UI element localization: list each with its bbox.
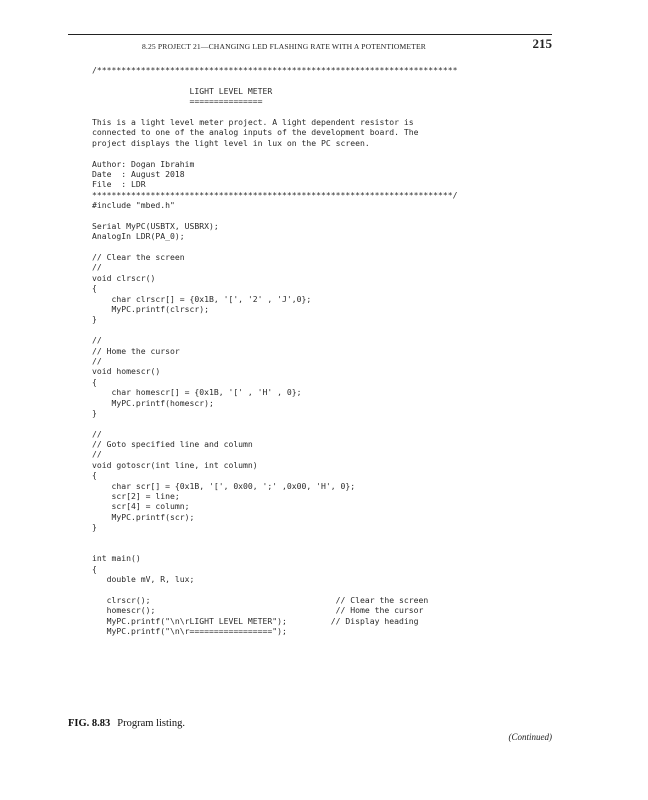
figure-caption-text: Program listing. (117, 718, 185, 729)
code-line: Serial MyPC(USBTX, USBRX); (92, 220, 219, 231)
code-line: { (92, 563, 97, 574)
code-line: char clrscr[] = {0x1B, '[', '2' , 'J',0}; (92, 293, 312, 304)
code-line: Date : August 2018 (92, 168, 185, 179)
code-line: AnalogIn LDR(PA_0); (92, 231, 185, 242)
code-line (92, 325, 552, 335)
code-line: Author: Dogan Ibrahim (92, 158, 195, 169)
code-line: // Home the cursor (92, 345, 180, 356)
code-line: // (92, 262, 102, 273)
page-number: 215 (532, 36, 552, 51)
code-line: double mV, R, lux; (92, 574, 195, 585)
code-line: scr[4] = column; (92, 501, 190, 512)
code-line: // Clear the screen (92, 252, 185, 263)
code-line: } (92, 522, 97, 533)
code-line: } (92, 314, 97, 325)
code-line: MyPC.printf(scr); (92, 511, 195, 522)
code-line (92, 107, 552, 117)
code-line (92, 210, 552, 220)
code-line (92, 418, 552, 428)
code-line: File : LDR (92, 179, 146, 190)
code-line: MyPC.printf(clrscr); (92, 303, 209, 314)
code-line: MyPC.printf(homescr); (92, 397, 214, 408)
figure-caption (68, 718, 185, 729)
code-line: This is a light level meter project. A light dependent resistor is (92, 116, 414, 127)
code-line: /************************************************************************** (92, 65, 458, 75)
code-line: { (92, 283, 97, 294)
code-line: char homescr[] = {0x1B, '[' , 'H' , 0}; (92, 387, 302, 398)
code-line (92, 543, 552, 553)
code-line: **************************************************************************/ (92, 189, 458, 200)
header-rule (68, 34, 552, 35)
code-line (92, 242, 552, 252)
code-line: // Goto specified line and column (92, 439, 253, 450)
code-line: // (92, 449, 102, 460)
code-line: } (92, 407, 97, 418)
code-line: LIGHT LEVEL METER (92, 85, 273, 96)
code-line: { (92, 376, 97, 387)
code-line (92, 148, 552, 158)
program-listing (92, 65, 552, 636)
code-line: #include "mbed.h" (92, 200, 175, 211)
code-line (92, 75, 552, 85)
code-line: clrscr(); // Clear the screen (92, 594, 429, 605)
code-line (92, 533, 552, 543)
code-line: MyPC.printf("\n\rLIGHT LEVEL METER"); // Display heading (92, 615, 419, 626)
code-line: void gotoscr(int line, int column) (92, 459, 258, 470)
code-line: char scr[] = {0x1B, '[', 0x00, ';' ,0x00, 'H', 0}; (92, 480, 356, 491)
code-line: // (92, 355, 102, 366)
code-line: MyPC.printf("\n\r================="); (92, 626, 287, 637)
running-header: 8.25 PROJECT 21—CHANGING LED FLASHING RATE WITH A POTENTIOMETER (141, 42, 427, 51)
figure-label: FIG. 8.83 (68, 718, 111, 729)
code-line: void homescr() (92, 366, 161, 377)
code-line: project displays the light level in lux on the PC screen. (92, 137, 370, 148)
code-line: int main() (92, 553, 141, 564)
code-line: connected to one of the analog inputs of the development board. The (92, 127, 419, 138)
code-line: homescr(); // Home the cursor (92, 605, 424, 616)
code-line: { (92, 470, 97, 481)
continued-note: (Continued) (508, 732, 552, 742)
code-line: =============== (92, 96, 263, 107)
code-line: // (92, 428, 102, 439)
code-line (92, 585, 552, 595)
code-line: // (92, 335, 102, 346)
code-line: scr[2] = line; (92, 491, 180, 502)
code-line: void clrscr() (92, 272, 156, 283)
